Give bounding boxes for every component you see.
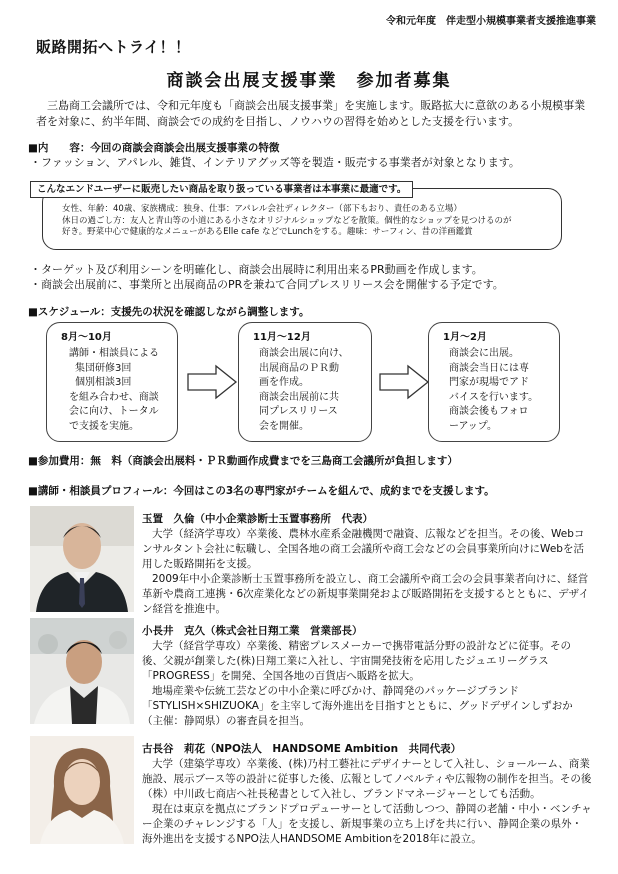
profile-name: 小長井 克久（株式会社日翔工業 営業部長） <box>142 625 363 637</box>
target-user-label: こんなエンドユーザーに販売したい商品を取り扱っている事業者は本事業に最適です。 <box>30 181 413 198</box>
fee-line: ■参加費用：無 料（商談会出展料・ＰＲ動画作成費までを三島商工会議所が負担します） <box>28 455 458 467</box>
intro-paragraph: 三島商工会議所では、令和元年度も「商談会出展支援事業」を実施します。販路拡大に意欲のある小規模事業者を対象に、約半年間、商談会での成約を目指し、ノウハウの習得を始めとした支援を行います。 <box>36 99 586 128</box>
schedule-line: 門家が現場でアド <box>449 377 529 388</box>
profile-bio-paragraph: 地場産業や伝統工芸などの中小企業に呼びかけ、静岡発のパッケージブランド「STYLISH×SHIZUOKA」を主宰して海外進出を目指すとともに、グッドデザインしずおか（主催：静岡県）の審査員を担当。 <box>142 685 573 727</box>
schedule-step-2 <box>238 322 372 442</box>
profile-bio <box>142 757 592 847</box>
schedule-line: 商談会出展前に共 <box>259 391 339 403</box>
schedule-line: を組み合わせ、商談 <box>69 391 159 403</box>
schedule-line: 講師・相談員による <box>69 348 159 359</box>
profile-bio-paragraph: 現在は東京を拠点にブランドプロデューサーとして活動しつつ、静岡の老舗・中小・ベンチャー企業のチャレンジする「人」を支援し、新規事業の立ち上げを共に行い、静岡企業の県外・海外進出を支援するNPO法人HANDSOME Ambitionを2018年に設立。 <box>142 803 592 845</box>
profile-bio-paragraph: 2009年中小企業診断士玉置事務所を設立し、商工会議所や商工会の会員事業者向けに、経営革新や農商工連携・6次産業化などの新規事業開発および販路開拓を支援するとともに、デザイン経営を推進中。 <box>142 573 589 615</box>
target-user-description <box>62 204 552 239</box>
schedule-period: 1月～2月 <box>443 332 487 343</box>
content-bullet-1: ・ファッション、アパレル、雑貨、インテリアグッズ等を製造・販売する事業者が対象となります。 <box>30 156 520 169</box>
profile-heading: ■講師・相談員プロフィール：今回はこの3名の専門家がチームを組んで、成約までを支援します。 <box>28 485 495 497</box>
schedule-line: 会を開催。 <box>259 420 309 432</box>
content-bullet-2: ・ターゲット及び利用シーンを明確化し、商談会出展時に利用出来るPR動画を作成します。 <box>30 263 483 276</box>
profile-bio-paragraph: 大学（経営学専攻）卒業後、精密プレスメーカーで携帯電話分野の設計などに従事。その後、父親が創業した(株)日翔工業に入社し、宇宙開発技術を応用したジュエリーグラス「PROGRESS」を開発、全国各地の百貨店へ販路を拡大。 <box>142 640 572 682</box>
schedule-line: ーアップ。 <box>449 420 497 432</box>
schedule-detail <box>449 347 557 434</box>
schedule-line: 画を作成。 <box>259 377 309 388</box>
arrow-right-icon <box>378 364 430 400</box>
profile-name: 玉置 久倫（中小企業診断士玉置事務所 代表） <box>142 513 373 525</box>
target-line: 女性、年齢：40歳、家族構成：独身、仕事：アパレル会社ディレクター（部下もおり、責任のある立場） <box>62 204 462 214</box>
catchphrase: 販路開拓へトライ！！ <box>36 38 191 56</box>
profile-photo-konagaya <box>30 736 134 844</box>
schedule-period: 8月～10月 <box>61 332 112 343</box>
header-note: 令和元年度 伴走型小規模事業者支援推進事業 <box>386 16 596 27</box>
schedule-line: 商談会後もフォロ <box>449 406 529 417</box>
profile-bio-paragraph: 大学（経済学専攻）卒業後、農林水産系金融機関で融資、広報などを担当。その後、Webコンサルタント会社に転職し、全国各地の商工会議所や商工会などの会員事業所向けにWebを活用した販路開拓を支援。 <box>142 528 585 570</box>
schedule-period: 11月～12月 <box>253 332 311 343</box>
schedule-line: 集団研修3回 <box>75 362 132 374</box>
schedule-line: 商談会に出展。 <box>449 348 519 359</box>
profile-bio <box>142 527 592 617</box>
profile-name: 古長谷 莉花（NPO法人 HANDSOME Ambition 共同代表） <box>142 743 462 755</box>
schedule-line: バイスを行います。 <box>449 391 539 403</box>
target-line: 好き。野菜中心で健康的なメニューがあるElle cafe などでLunchをする。趣味：サーフィン、昔の洋画鑑賞 <box>62 227 473 237</box>
profile-bio <box>142 639 592 729</box>
schedule-detail <box>69 347 175 434</box>
schedule-line: で支援を実施。 <box>69 420 139 432</box>
schedule-line: 商談会当日には専 <box>449 362 529 374</box>
arrow-right-icon <box>186 364 238 400</box>
profile-photo-konagai <box>30 618 134 724</box>
schedule-line: 会に向け、トータル <box>69 406 159 417</box>
schedule-line: 同プレスリリース <box>259 406 338 417</box>
profile-bio-paragraph: 大学（建築学専攻）卒業後、(株)乃村工藝社にデザイナーとして入社し、ショールーム、商業施設、展示ブース等の設計に従事した後、広報としてノベルティや広報物の制作を担当。その後（株）中川政七商店へ社長秘書として入社し、ブランドマネージャーとしても活動。 <box>142 758 592 800</box>
content-heading: ■内 容：今回の商談会商談会出展支援事業の特徴 <box>28 142 280 154</box>
schedule-line: 出展商品のＰＲ動 <box>259 362 339 374</box>
schedule-step-1 <box>46 322 178 442</box>
profile-photo-tamaki <box>30 506 134 612</box>
schedule-line: 商談会出展に向け、 <box>259 348 349 359</box>
schedule-detail <box>259 347 369 434</box>
schedule-heading: ■スケジュール：支援先の状況を確認しながら調整します。 <box>28 306 310 318</box>
page-title: 商談会出展支援事業 参加者募集 <box>166 71 452 91</box>
target-line: 休日の過ごし方：友人と青山等の小道にある小さなオリジナルショップなどを散策。個性的なショップを見つけるのが <box>62 215 512 226</box>
schedule-line: 個別相談3回 <box>75 377 132 388</box>
schedule-step-3 <box>428 322 560 442</box>
content-bullet-3: ・商談会出展前に、事業所と出展商品のPRを兼ねて合同プレスリリース会を開催する予定です。 <box>30 278 504 291</box>
